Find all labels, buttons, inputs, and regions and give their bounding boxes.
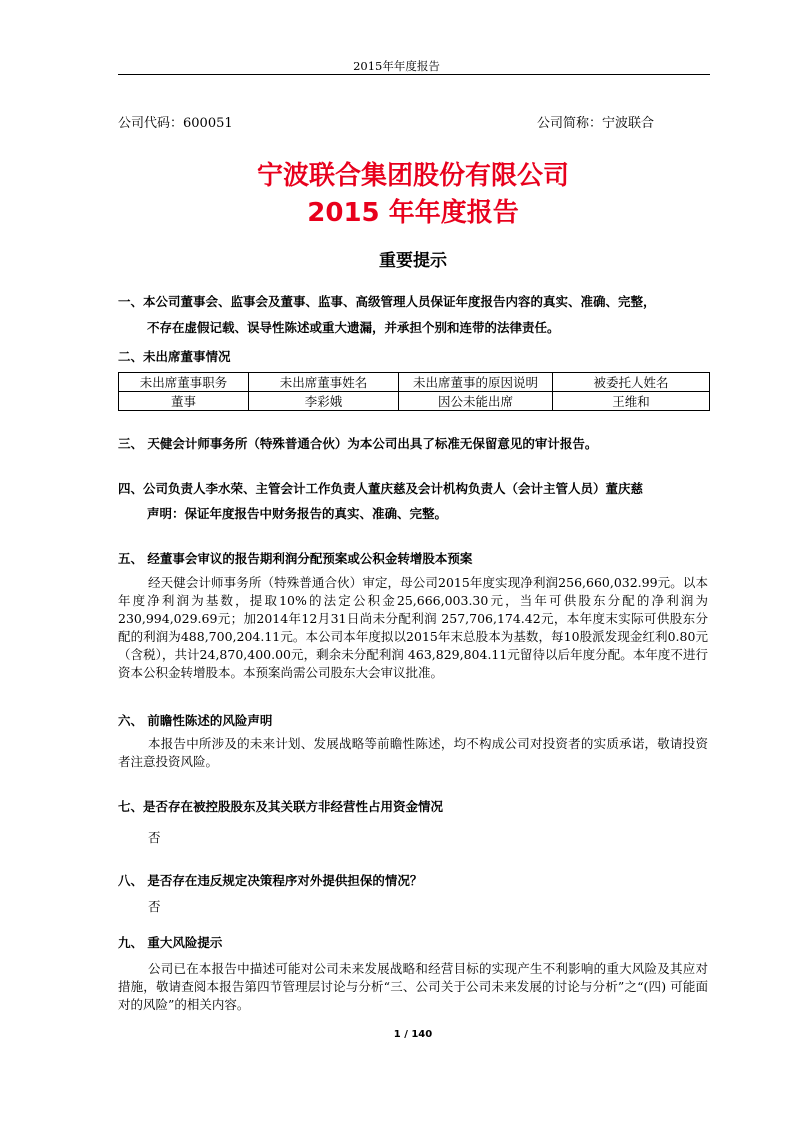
section-5-heading: 五、 经董事会审议的报告期利润分配预案或公积金转增股本预案 — [118, 551, 473, 566]
company-abbreviation: 公司简称：宁波联合 — [537, 116, 655, 131]
section-4-line-1: 四、公司负责人李水荣、主管会计工作负责人董庆慈及会计机构负责人（会计主管人员）董庆慈 — [118, 481, 644, 496]
section-8-heading: 八、 是否存在违反规定决策程序对外提供担保的情况？ — [118, 873, 423, 888]
table-header-cell: 被委托人姓名 — [553, 373, 710, 392]
section-4-line-2: 声明：保证年度报告中财务报告的真实、准确、完整。 — [147, 506, 448, 521]
table-header-cell: 未出席董事的原因说明 — [399, 373, 553, 392]
table-cell: 李彩娥 — [249, 392, 399, 411]
company-code: 公司代码：600051 — [118, 116, 233, 131]
section-2-heading: 二、未出席董事情况 — [118, 349, 231, 364]
section-7-heading: 七、是否存在被控股股东及其关联方非经营性占用资金情况 — [118, 799, 444, 814]
page-number: 1 / 140 — [393, 1029, 433, 1040]
section-3: 三、 天健会计师事务所（特殊普通合伙）为本公司出具了标准无保留意见的审计报告。 — [118, 436, 598, 451]
absent-directors-table — [118, 372, 710, 411]
table-header-row — [119, 373, 710, 392]
table-cell: 因公未能出席 — [399, 392, 553, 411]
table-cell: 王维和 — [553, 392, 710, 411]
table-header-cell: 未出席董事职务 — [119, 373, 249, 392]
notice-heading: 重要提示 — [379, 251, 447, 271]
section-6-body: 本报告中所涉及的未来计划、发展战略等前瞻性陈述，均不构成公司对投资者的实质承诺，敬请投资者注意投资风险。 — [118, 736, 708, 769]
report-title: 2015 年年度报告 — [307, 198, 519, 228]
table-row — [119, 392, 710, 411]
section-5-body: 经天健会计师事务所（特殊普通合伙）审定，母公司2015年度实现净利润256,660,032.99元。以本年度净利润为基数，提取10%的法定公积金25,666,003.30元，当年可供股东分配的净利润为230,994,029.69元；加2014年12月31日尚未分配利润 257,706,174.42元，本年度末实际可供股东分配的利润为488,700,204.11元。本公司本年度拟以2015年末总股本为基数，每10股派发现金红利0.80元（含税），共计24,870,400.00元，剩余未分配利润 463,829,804.11元留待以后年度分配。本年度不进行资本公积金转增股本。本预案尚需公司股东大会审议批准。 — [118, 575, 708, 680]
company-name: 宁波联合集团股份有限公司 — [256, 161, 569, 191]
section-9-heading: 九、 重大风险提示 — [118, 935, 223, 950]
section-7-answer: 否 — [148, 830, 161, 845]
running-header: 2015年年度报告 — [353, 59, 440, 73]
section-6-heading: 六、 前瞻性陈述的风险声明 — [118, 713, 273, 728]
section-1-line-1: 一、本公司董事会、监事会及董事、监事、高级管理人员保证年度报告内容的真实、准确、完整， — [118, 294, 656, 309]
header-divider — [118, 74, 710, 75]
section-8-answer: 否 — [148, 899, 161, 914]
table-header-cell: 未出席董事姓名 — [249, 373, 399, 392]
section-1-line-2: 不存在虚假记载、误导性陈述或重大遗漏，并承担个别和连带的法律责任。 — [147, 320, 560, 335]
table-cell: 董事 — [119, 392, 249, 411]
section-9-body: 公司已在本报告中描述可能对公司未来发展战略和经营目标的实现产生不利影响的重大风险及其应对措施，敬请查阅本报告第四节管理层讨论与分析“三、公司关于公司未来发展的讨论与分析”之“(四) 可能面对的风险”的相关内容。 — [118, 961, 708, 1012]
